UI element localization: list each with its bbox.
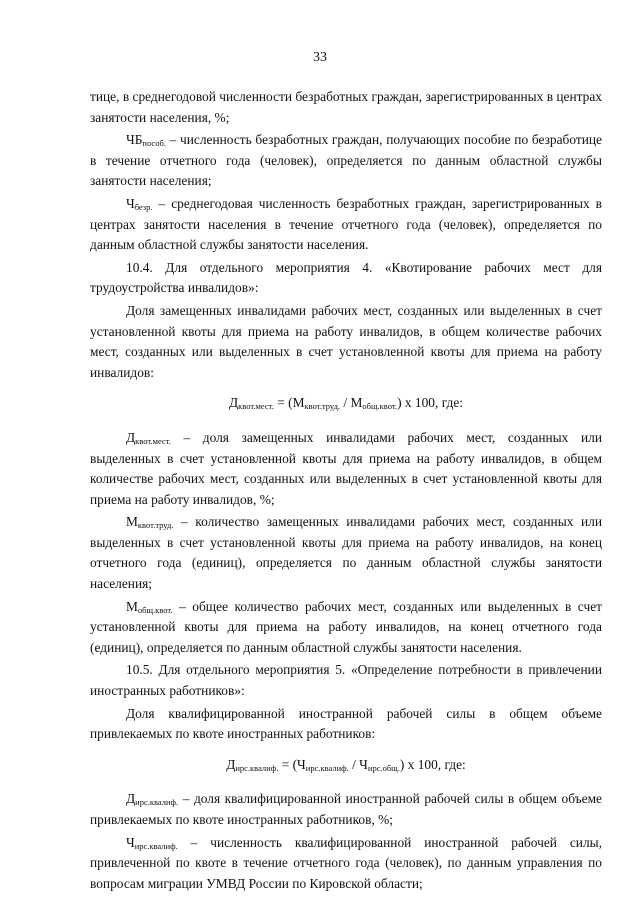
body-paragraph: $Ч_{ирс.квалиф.}$ – численность квалифицированной иностранной рабочей силы, привлеченной по квоте в течение отчетного года (человек), по данным управления по вопросам миграции УМВД России по Кировской области; (90, 834, 602, 891)
body-paragraph: $Ч_{безр.}$ – среднегодовая численность безработных граждан, зарегистрированных в центрах занятости населения в течение отчетного года (человек), определяется по данным областной службы занятости населения. (90, 195, 602, 253)
body-paragraph: Доля замещенных инвалидами рабочих мест, созданных или выделенных в счет установленной квоты для приема на работу инвалидов, в общем количестве рабочих мест, созданных или выделенных в счет установленной квоты для приема на работу инвалидов: (90, 302, 602, 380)
body-paragraph: $Д_{ирс.квалиф.}$ – доля квалифицированной иностранной рабочей силы в общем объеме привлекаемых по квоте иностранных работников, %; (90, 791, 602, 827)
body-paragraph: 10.5. Для отдельного мероприятия 5. «Определение потребности в привлечении иностранных работников»: (90, 662, 602, 699)
page-number: 33 (313, 50, 327, 65)
body-paragraph: 10.4. Для отдельного мероприятия 4. «Квотирование рабочих мест для трудоустройства инвалидов»: (90, 259, 602, 296)
body-paragraph: Доля квалифицированной иностранной рабочей силы в общем объеме привлекаемых по квоте иностранных работников: (90, 705, 602, 742)
formula-line: $Д_{ирс.квалиф.} = (Ч_{ирс.квалиф.} / Ч_{ирс.общ.})$ х 100, где: (226, 756, 466, 773)
body-paragraph: $Д_{квот.мест.}$ – доля замещенных инвалидами рабочих мест, созданных или выделенных в счет установленной квоты для приема на работу инвалидов, в общем количестве рабочих мест, созданных или выделенных в счет установленной квоты для приема на работу инвалидов, %; (90, 429, 602, 507)
formula-line: $Д_{квот.мест.} = (М_{квот.труд.} / М_{общ.квот.})$ х 100, где: (228, 395, 463, 412)
body-paragraph: $М_{общ.квот.}$ – общее количество рабочих мест, созданных или выделенных в счет установленной квоты для приема на работу инвалидов, на конец отчетного года (единиц), определяется по данным областной службы занятости населения. (90, 598, 602, 655)
page-body (90, 87, 602, 896)
body-paragraph: тице, в среднегодовой численности безработных граждан, зарегистрированных в центрах занятости населения, %; (90, 89, 602, 125)
body-paragraph: $ЧБ_{пособ.}$ – численность безработных граждан, получающих пособие по безработице в течение отчетного года (человек), определяется по данным областной службы занятости населения; (90, 132, 602, 189)
body-paragraph: $М_{квот.труд.}$ – количество замещенных инвалидами рабочих мест, созданных или выделенных в счет установленной квоты для приема на работу инвалидов, на конец отчетного года (единиц), определяется по данным областной службы занятости населения; (90, 514, 602, 592)
